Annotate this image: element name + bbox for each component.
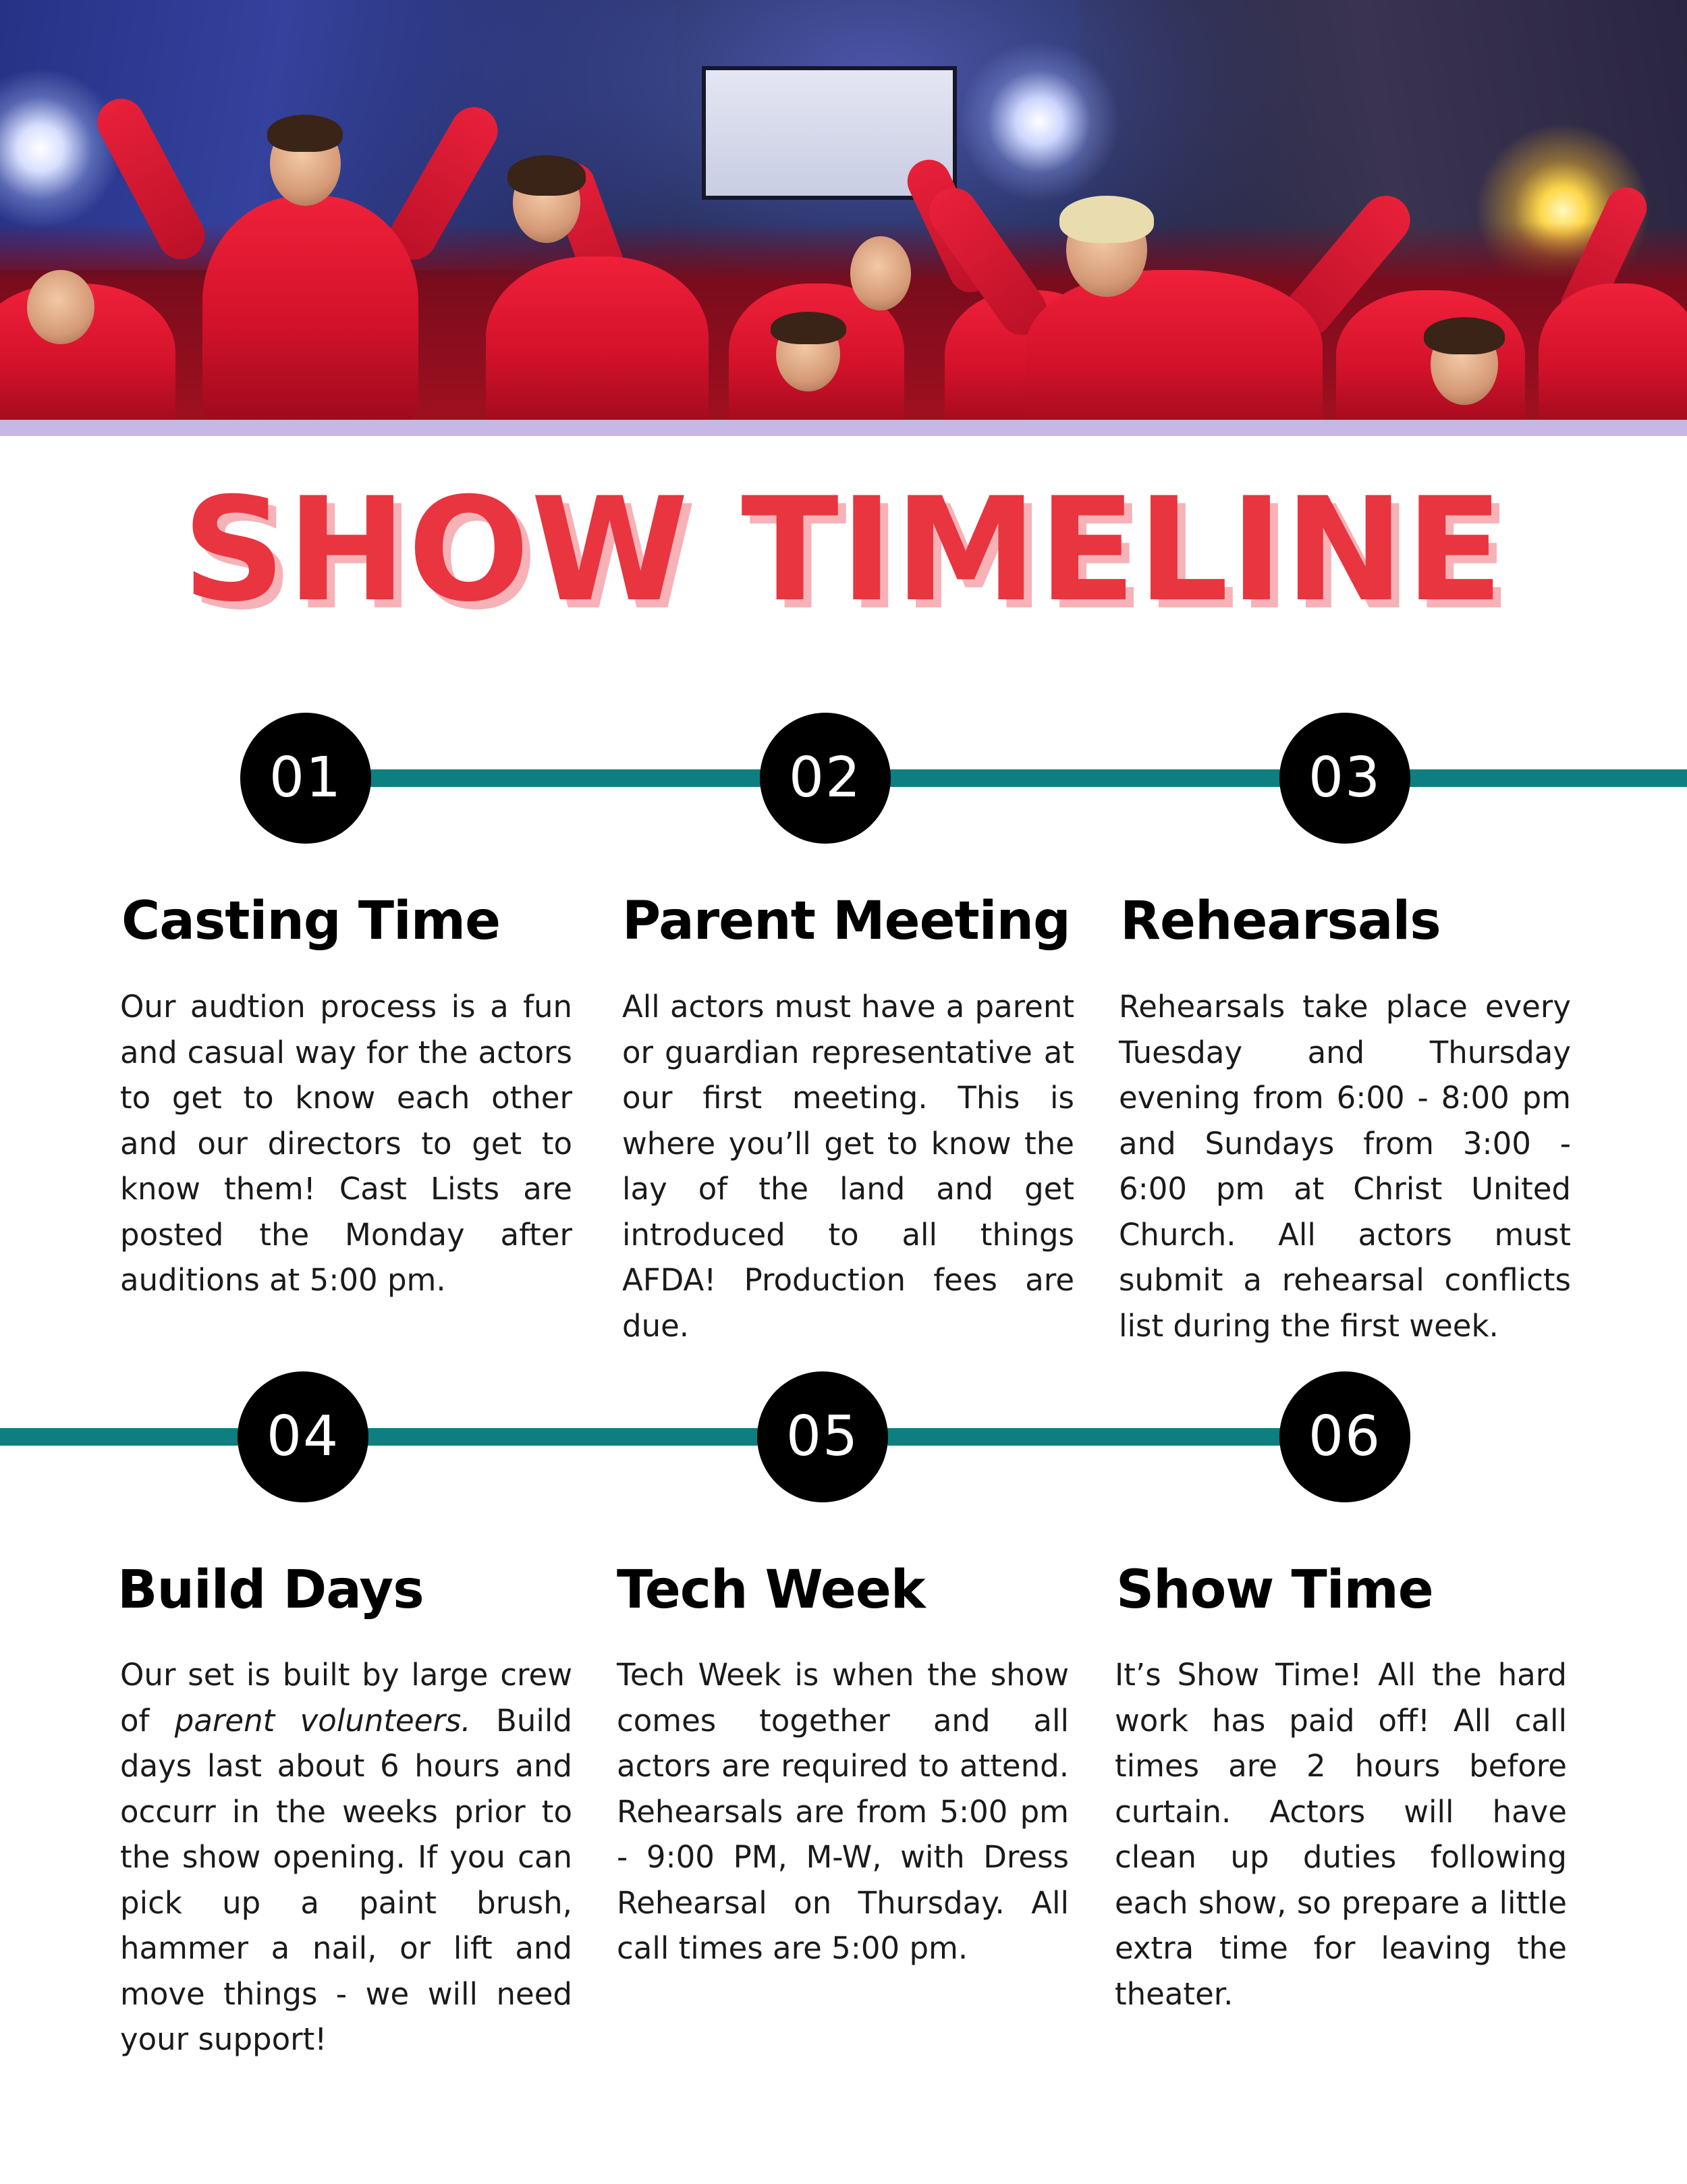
performer-hair <box>1424 317 1505 354</box>
step-description-end: Build days last about 6 hours and occurr in the weeks prior to the show opening. If you can pick up a paint brush, hammer a nail, or lift and move things - we will need your support! <box>120 1702 572 2057</box>
step-description: Rehearsals take place every Tuesday and Thursday evening from 6:00 - 8:00 pm and Sundays from 3:00 - 6:00 pm at Christ United Church. All actors must submit a rehearsal conflicts list during the first week. <box>1119 989 1571 1344</box>
step-description-emphasis: parent volunteers. <box>174 1702 471 1739</box>
step-number-badge: 04 <box>238 1371 368 1502</box>
step-description-start: Our set is built by large crew of <box>120 1657 572 1739</box>
performer-hair <box>771 312 846 344</box>
performer-robe <box>486 256 709 420</box>
step-number-badge: 05 <box>757 1371 888 1502</box>
step-description: Tech Week is when the show comes together and all actors are required to attend. Rehearsals are from 5:00 pm - 9:00 PM, M-W, with Dress Rehearsal on Thursday. All call times are 5:00 pm. <box>617 1657 1069 1966</box>
step-heading: Casting Time <box>121 891 500 952</box>
step-heading: Rehearsals <box>1120 891 1441 952</box>
performer-robe <box>1026 270 1323 420</box>
hero-photo <box>0 0 1687 420</box>
performer-robe <box>202 196 418 420</box>
step-heading: Show Time <box>1116 1560 1433 1620</box>
performer-hair <box>507 155 586 196</box>
step-heading: Build Days <box>117 1560 424 1620</box>
step-description <box>120 1652 572 2063</box>
page-title: SHOW TIMELINE <box>182 466 1505 633</box>
hero-accent-band <box>0 420 1687 436</box>
timeline-line-top <box>304 769 1687 787</box>
step-description: Our audtion process is a fun and casual way for the actors to get to know each other and our directors to get to know them! Cast Lists are posted the Monday after auditions at 5:00 pm. <box>120 989 572 1298</box>
performer-head <box>850 236 911 310</box>
step-number-badge: 06 <box>1279 1371 1410 1502</box>
step-heading: Tech Week <box>617 1560 925 1620</box>
performer-robe <box>1539 283 1687 420</box>
step-description: All actors must have a parent or guardian representative at our first meeting. This is where you’ll get to know the lay of the land and get introduced to all things AFDA! Production fees are due. <box>622 989 1074 1344</box>
step-number-badge: 03 <box>1279 713 1410 844</box>
step-heading: Parent Meeting <box>622 891 1070 952</box>
step-number-badge: 02 <box>760 713 891 844</box>
stage-light-center <box>958 40 1120 202</box>
performer-hair <box>267 115 343 152</box>
performer-head <box>27 270 94 344</box>
performer-hair <box>1059 196 1154 243</box>
timeline-line-bottom <box>0 1428 1316 1446</box>
step-description: It’s Show Time! All the hard work has paid off! All call times are 2 hours before curtain. Actors will have clean up duties following each show, so prepare a little extra time for leaving the theater. <box>1115 1657 1567 2012</box>
step-number-badge: 01 <box>240 713 371 844</box>
